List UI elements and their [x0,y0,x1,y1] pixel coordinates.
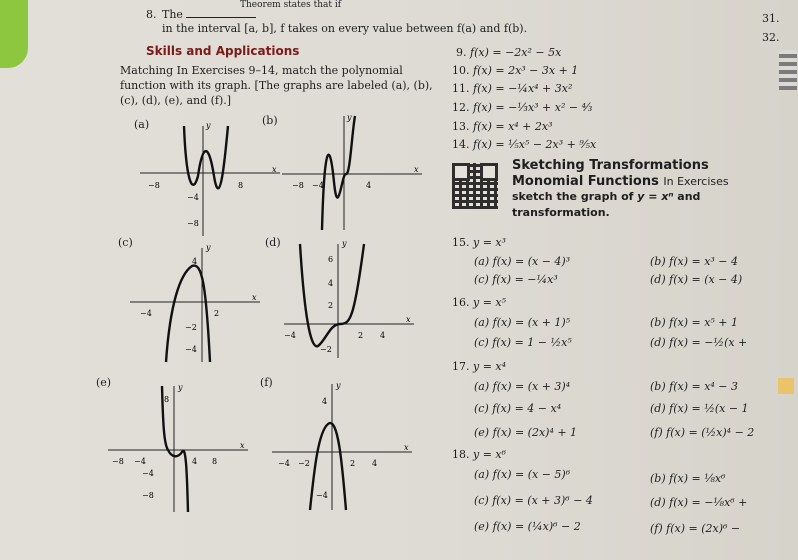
exercise-16: 16. y = x⁵ [452,296,507,309]
graph-c-ylow1: −2 [185,323,197,332]
graph-a-ylow1: −4 [187,193,199,202]
graph-b-xright: 4 [366,181,372,190]
exercise-15d: (d) f(x) = (x − 4) [650,273,743,286]
graph-c-xaxis: x [252,293,257,302]
exercise-17b: (b) f(x) = x⁴ − 3 [650,380,739,393]
graph-b-yaxis: y [347,113,352,122]
graph-c-xright: 2 [214,309,220,318]
graph-f [272,382,412,512]
margin-marker [778,378,794,394]
exercise-18f: (f) f(x) = (2x)⁶ − [650,522,741,535]
graph-d-ymid: 4 [328,279,334,288]
graph-f-xright2: 4 [372,459,378,468]
sketching-heading-line1: Sketching Transformations [512,158,709,173]
exercise-15a: (a) f(x) = (x − 4)³ [474,255,571,268]
exercise-32-number: 32. [762,31,780,44]
exercise-17a: (a) f(x) = (x + 3)⁴ [474,380,571,393]
graph-e-label: (e) [96,376,112,389]
exercise-13: 13. f(x) = x⁴ + 2x³ [452,120,553,133]
exercise-16a: (a) f(x) = (x + 1)⁵ [474,316,571,329]
graph-c-label: (c) [118,236,133,249]
margin-icon [779,50,797,90]
exercise-18a: (a) f(x) = (x − 5)⁶ [474,468,571,481]
graph-e-ytop: 8 [164,395,170,404]
exercise-17e: (e) f(x) = (2x)⁴ + 1 [474,426,578,439]
exercise-14: 14. f(x) = ⅕x⁵ − 2x³ + ⁹⁄₅x [452,138,597,151]
exercise-16c: (c) f(x) = 1 − ½x⁵ [474,336,572,349]
graph-e-xleft2: −4 [134,457,146,466]
exercise-17: 17. y = x⁴ [452,360,507,373]
graph-d [284,240,414,360]
exercise-8-number: 8. [146,8,157,21]
graph-e-yaxis: y [178,383,183,392]
exercise-17c: (c) f(x) = 4 − x⁴ [474,402,562,415]
green-corner-tab [0,0,28,68]
exercise-12: 12. f(x) = −⅓x³ + x² − ⁴⁄₃ [452,101,593,114]
partial-top-text: Theorem states that if [240,0,342,10]
exercise-18d: (d) f(x) = −⅛x⁶ + [650,496,748,509]
exercise-8-text: The [162,8,256,21]
graph-b-xleft: −8 [292,181,304,190]
exercise-15b: (b) f(x) = x³ − 4 [650,255,739,268]
exercise-17f: (f) f(x) = (½x)⁴ − 2 [650,426,755,439]
exercise-8-line2: in the interval [a, b], f takes on every value between f(a) and f(b). [162,22,528,35]
graph-d-label: (d) [265,236,281,249]
skills-heading: Skills and Applications [146,44,300,58]
exercise-11: 11. f(x) = −¼x⁴ + 3x² [452,82,573,95]
graph-e-xright1: 4 [192,457,198,466]
graph-e-ylow1: −4 [142,469,154,478]
exercise-16b: (b) f(x) = x⁵ + 1 [650,316,739,329]
graph-a [140,118,280,238]
graph-f-xleft: −4 [278,459,290,468]
exercise-10: 10. f(x) = 2x³ − 3x + 1 [452,64,579,77]
graph-d-xaxis: x [406,315,411,324]
graph-d-xright2: 4 [380,331,386,340]
graph-b [282,112,422,232]
matching-line1: Matching In Exercises 9–14, match the polynomial [120,64,403,77]
graph-c-ylow2: −4 [185,345,197,354]
graph-d-yneg: −2 [320,345,332,354]
exercise-15: 15. y = x³ [452,236,507,249]
graph-a-yaxis: y [206,121,211,130]
exercise-31-number: 31. [762,12,780,25]
graph-e [108,384,248,514]
graph-d-ytop: 6 [328,255,334,264]
graph-a-xright: 8 [238,181,244,190]
graph-e-xaxis: x [240,441,245,450]
graph-d-ylow: 2 [328,301,334,310]
graph-f-label: (f) [260,376,273,389]
sketching-heading-line2: Monomial Functions In Exercises [512,174,729,189]
graph-c-ytop: 4 [192,257,198,266]
graph-e-ylow2: −8 [142,491,154,500]
graph-a-xleft: −8 [148,181,160,190]
exercise-9: 9. f(x) = −2x² − 5x [456,46,562,59]
exercise-18e: (e) f(x) = (¼x)⁶ − 2 [474,520,581,533]
graph-b-xaxis: x [414,165,419,174]
graph-a-xaxis: x [272,165,277,174]
graph-c-xleft: −4 [140,309,152,318]
exercise-18c: (c) f(x) = (x + 3)⁶ − 4 [474,494,593,507]
exercise-15c: (c) f(x) = −¼x³ [474,273,558,286]
qr-code[interactable] [452,163,498,209]
exercise-18: 18. y = x⁶ [452,448,507,461]
exercise-18b: (b) f(x) = ⅛x⁶ [650,472,726,485]
graph-a-ylow2: −8 [187,219,199,228]
graph-a-label: (a) [134,118,150,131]
graph-d-xleft: −4 [284,331,296,340]
sketching-line3: sketch the graph of y = xⁿ and [512,190,701,203]
graph-f-xleft2: −2 [298,459,310,468]
graph-f-yaxis: y [336,381,341,390]
graph-f-xaxis: x [404,443,409,452]
answer-blank [186,8,256,18]
graph-f-xright1: 2 [350,459,356,468]
graph-c-yaxis: y [206,243,211,252]
exercise-17d: (d) f(x) = ½(x − 1 [650,402,749,415]
graph-d-yaxis: y [342,239,347,248]
graph-f-ylow: −4 [316,491,328,500]
exercise-16d: (d) f(x) = −½(x + [650,336,748,349]
graph-e-xleft: −8 [112,457,124,466]
matching-line2: function with its graph. [The graphs are labeled (a), (b), [120,79,433,92]
matching-line3: (c), (d), (e), and (f).] [120,94,232,107]
sketching-line4: transformation. [512,206,610,219]
graph-d-xright1: 2 [358,331,364,340]
graph-e-xright2: 8 [212,457,218,466]
graph-b-label: (b) [262,114,278,127]
graph-c [130,244,260,364]
graph-f-ytop: 4 [322,397,328,406]
graph-b-xleft2: −4 [312,181,324,190]
